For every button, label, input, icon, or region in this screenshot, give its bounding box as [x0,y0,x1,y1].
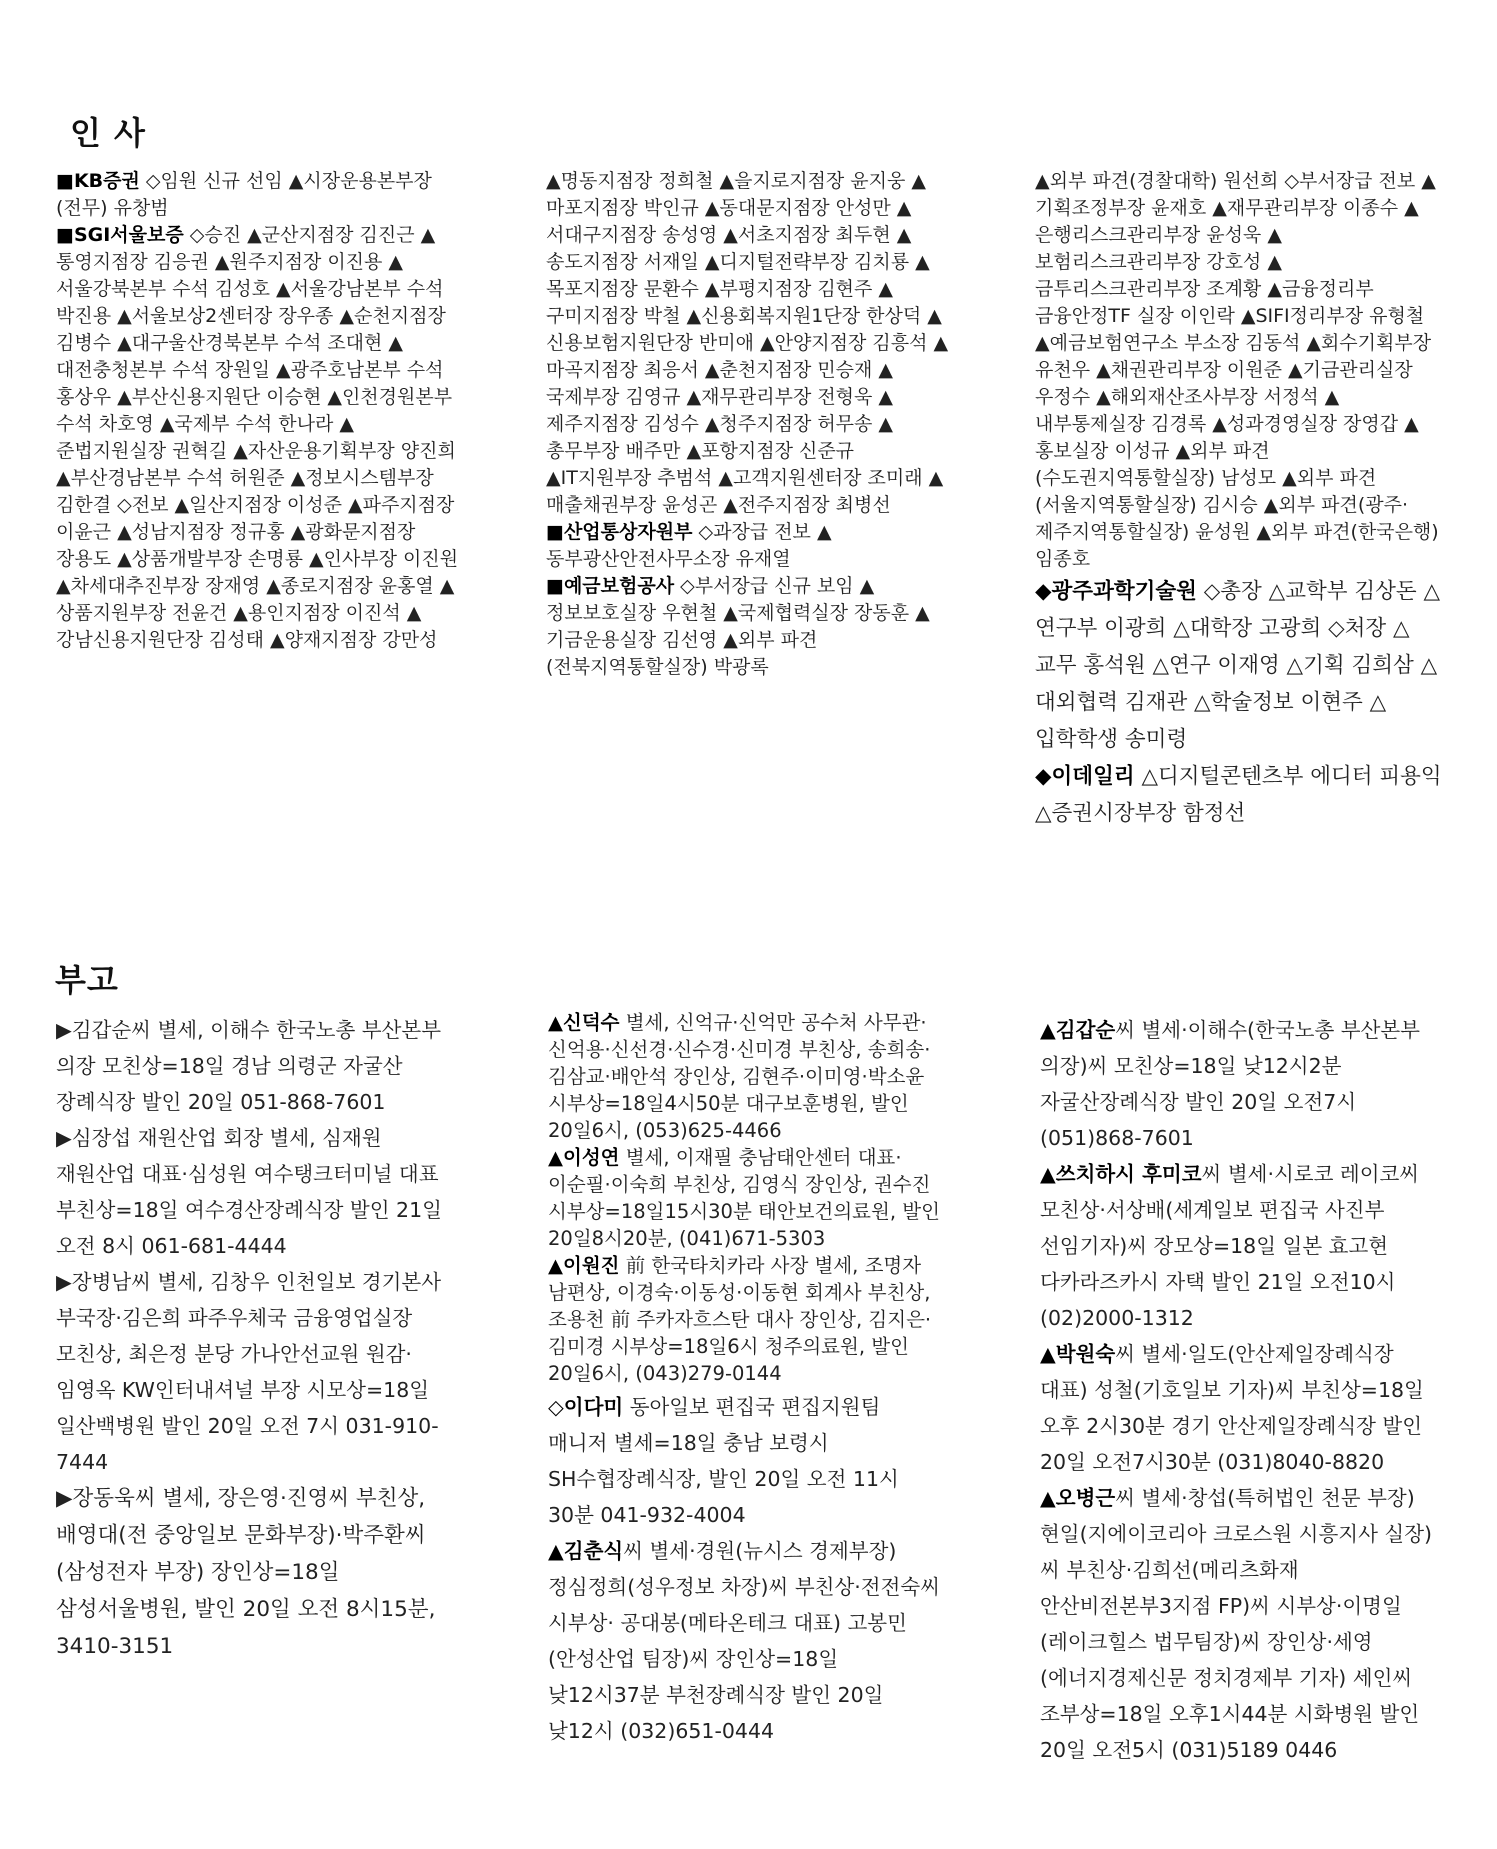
notice-body: ◇승진 ▲군산지점장 김진근 ▲통영지점장 김응권 ▲원주지점장 이진용 ▲서울강북본부 수석 김성호 ▲서울강남본부 수석 박진용 ▲서울보상2센터장 장우종 ▲순천지점장 김병수 ▲대구울산경북본부 수석 조대현 ▲대전충청본부 수석 장원일 ▲광주호남본부 수석 홍상우 ▲부산신용지원단 이승현 ▲인천경원본부 수석 차호영 ▲국제부 수석 한나라 ▲준법지원실장 권혁길 ▲자산운용기획부장 양진희 ▲부산경남본부 수석 허원준 ▲정보시스템부장 김한결 ◇전보 ▲일산지점장 이성준 ▲파주지점장 이윤근 ▲성남지점장 정규홍 ▲광화문지점장 장용도 ▲상품개발부장 손명룡 ▲인사부장 이진원 ▲차세대추진부장 장재영 ▲종로지점장 윤홍열 ▲상품지원부장 전윤건 ▲용인지점장 이진석 ▲강남신용지원단장 김성태 ▲양재지점장 강만성 [56,224,459,651]
bugo-column-1-notices-large [56,1480,451,1665]
notice-entry [548,1144,944,1252]
notice-organization: ◇이다미 [548,1395,624,1419]
notice-organization: ▲이성연 [548,1146,620,1169]
bugo-column-2-notices-small [548,1009,944,1387]
bugo-column-1 [56,1012,451,1665]
insa-title: 인 사 [70,114,146,152]
notice-organization: ◆광주과학기술원 [1035,579,1197,604]
notice-organization: ■SGI서울보증 [56,224,184,246]
notice-entry [548,1533,944,1749]
bugo-column-2 [548,1009,944,1749]
notice-body: △디지털콘텐츠부 에디터 피용익 △증권시장부장 함정선 [1035,764,1442,826]
notice-body: 씨 별세·창섭(특허법인 천문 부장) 현일(지에이코리아 크로스원 시흥지사 실장)씨 부친상·김희선(메리츠화재 안산비전본부3지점 FP)씨 시부상·이명일(레이크힐스 법무팀장)씨 장인상·세영(에너지경제신문 정치경제부 기자) 세인씨 조부상=18일 오후1시44분 시화병원 발인 20일 오전5시 (031)5189 0446 [1040,1486,1432,1762]
notice-entry [548,1252,944,1387]
notice-entry [56,168,464,222]
notice-organization: ▲이원진 [548,1254,620,1277]
notice-organization: ▲오병근 [1040,1486,1116,1510]
notice-organization: ▲박원숙 [1040,1342,1116,1366]
notice-body: 씨 별세·시로코 레이코씨 모친상·서상배(세계일보 편집국 사진부 선임기자)씨 장모상=18일 일본 효고현 다카라즈카시 자택 발인 21일 오전10시 (02)2000-1312 [1040,1162,1420,1330]
notice-organization: ▲신덕수 [548,1011,620,1034]
notice-body: ▶장동욱씨 별세, 장은영·진영씨 부친상, 배영대(전 중앙일보 문화부장)·박주환씨(삼성전자 부장) 장인상=18일 삼성서울병원, 발인 20일 오전 8시15분, 3410-3151 [56,1486,436,1659]
notice-entry [548,1009,944,1144]
notice-entry [56,1264,451,1480]
notice-entry [1040,1156,1435,1336]
notice-organization: ◆이데일리 [1035,764,1135,789]
notice-body: ◇과장급 전보 ▲동부광산안전사무소장 유재열 [546,521,832,570]
notice-entry [1035,168,1443,573]
notice-body: ◇부서장급 신규 보임 ▲정보보호실장 우현철 ▲국제협력실장 장동훈 ▲기금운용실장 김선영 ▲외부 파견(전북지역통할실장) 박광록 [546,575,930,678]
notice-organization: ■산업통상자원부 [546,521,693,543]
bugo-column-3 [1040,1012,1435,1768]
notice-body: 씨 별세·이해수(한국노총 부산본부 의장)씨 모친상=18일 낮12시2분 자굴산장례식장 발인 20일 오전7시 (051)868-7601 [1040,1018,1420,1150]
insa-column-1 [56,168,464,654]
notice-body: ◇임원 신규 선임 ▲시장운용본부장(전무) 유창범 [56,170,432,219]
notice-entry [56,1480,451,1665]
notice-entry [1040,1012,1435,1156]
notice-organization: ▲김갑순 [1040,1018,1116,1042]
notice-entry [1040,1336,1435,1480]
notice-entry [56,1120,451,1264]
notice-body: 별세, 이재필 충남태안센터 대표·이순필·이숙희 부친상, 김영식 장인상, 권수진 시부상=18일15시30분 태안보건의료원, 발인 20일8시20분, (041)671-5303 [548,1146,940,1250]
insa-column-3-notices [1035,168,1443,573]
notice-organization: ▲김춘식 [548,1539,624,1563]
notice-entry [546,168,954,519]
notice-body: 前 한국타치카라 사장 별세, 조명자 남편상, 이경숙·이동성·이동현 회계사 부친상, 조용천 前 주카자흐스탄 대사 장인상, 김지은·김미경 시부상=18일6시 청주의료원, 발인 20일6시, (043)279-0144 [548,1254,932,1385]
insa-column-3 [1035,168,1443,832]
notice-entry [1035,758,1443,832]
notice-entry [546,573,954,681]
notice-entry [548,1389,944,1533]
notice-organization: ■예금보험공사 [546,575,675,597]
notice-entry [1040,1480,1435,1768]
bugo-title: 부고 [55,961,119,999]
notice-body: 별세, 신억규·신억만 공수처 사무관·신억용·신선경·신수경·신미경 부친상, 송희송·김삼교·배안석 장인상, 김현주·이미영·박소윤 시부상=18일4시50분 대구보훈병원, 발인 20일6시, (053)625-4466 [548,1011,931,1142]
notice-body: ▶장병남씨 별세, 김창우 인천일보 경기본사 부국장·김은희 파주우체국 금융영업실장 모친상, 최은정 분당 가나안선교원 원감·임영옥 KW인터내셔널 부장 시모상=18일 일산백병원 발인 20일 오전 7시 031-910-7444 [56,1270,441,1474]
notice-entry [56,1012,451,1120]
notice-entry [546,519,954,573]
notice-body: ▲명동지점장 정희철 ▲을지로지점장 윤지웅 ▲마포지점장 박인규 ▲동대문지점장 안성만 ▲서대구지점장 송성영 ▲서초지점장 최두현 ▲송도지점장 서재일 ▲디지털전략부장 김치룡 ▲목포지점장 문환수 ▲부평지점장 김현주 ▲구미지점장 박철 ▲신용회복지원1단장 한상덕 ▲신용보험지원단장 반미애 ▲안양지점장 김흥석 ▲마곡지점장 최응서 ▲춘천지점장 민승재 ▲국제부장 김영규 ▲재무관리부장 전형욱 ▲제주지점장 김성수 ▲청주지점장 허무송 ▲총무부장 배주만 ▲포항지점장 신준규 ▲IT지원부장 추범석 ▲고객지원센터장 조미래 ▲매출채권부장 윤성곤 ▲전주지점장 최병선 [546,170,949,516]
insa-column-2 [546,168,954,681]
notice-organization: ■KB증권 [56,170,140,192]
bugo-column-1-notices [56,1012,451,1480]
notice-body: ▶김갑순씨 별세, 이해수 한국노총 부산본부 의장 모친상=18일 경남 의령군 자굴산 장례식장 발인 20일 051-868-7601 [56,1018,441,1114]
notice-entry [1035,573,1443,758]
notice-body: ▲외부 파견(경찰대학) 원선희 ◇부서장급 전보 ▲기획조정부장 윤재호 ▲재무관리부장 이종수 ▲은행리스크관리부장 윤성욱 ▲보험리스크관리부장 강호성 ▲금투리스크관리부장 조계황 ▲금융정리부 금융안정TF 실장 이인락 ▲SIFI정리부장 유형철 ▲예금보험연구소 부소장 김동석 ▲회수기획부장 유천우 ▲채권관리부장 이원준 ▲기금관리실장 우정수 ▲해외재산조사부장 서정석 ▲내부통제실장 김경록 ▲성과경영실장 장영갑 ▲홍보실장 이성규 ▲외부 파견(수도권지역통할실장) 남성모 ▲외부 파견(서울지역통할실장) 김시승 ▲외부 파견(광주·제주지역통할실장) 윤성원 ▲외부 파견(한국은행) 임종호 [1035,170,1439,570]
notice-entry [56,222,464,654]
bugo-column-2-notices [548,1389,944,1749]
notice-body: 씨 별세·경원(뉴시스 경제부장) 정심정희(성우정보 차장)씨 부친상·전전숙씨 시부상· 공대봉(메타온테크 대표) 고봉민(안성산업 팀장)씨 장인상=18일 낮12시37분 부천장례식장 발인 20일 낮12시 (032)651-0444 [548,1539,940,1743]
notice-body: 씨 별세·일도(안산제일장례식장 대표) 성철(기호일보 기자)씨 부친상=18일 오후 2시30분 경기 안산제일장례식장 발인 20일 오전7시30분 (031)8040-8820 [1040,1342,1424,1474]
notice-body: ◇총장 △교학부 김상돈 △연구부 이광희 △대학장 고광희 ◇처장 △교무 홍석원 △연구 이재영 △기획 김희삼 △대외협력 김재관 △학술정보 이현주 △입학학생 송미령 [1035,579,1441,752]
notice-body: ▶심장섭 재원산업 회장 별세, 심재원 재원산업 대표·심성원 여수탱크터미널 대표 부친상=18일 여수경산장례식장 발인 21일 오전 8시 061-681-4444 [56,1126,442,1258]
insa-column-3-notices-large [1035,573,1443,832]
notice-organization: ▲쓰치하시 후미코 [1040,1162,1202,1186]
notice-body: 동아일보 편집국 편집지원팀 매니저 별세=18일 충남 보령시 SH수협장례식장, 발인 20일 오전 11시 30분 041-932-4004 [548,1395,899,1527]
